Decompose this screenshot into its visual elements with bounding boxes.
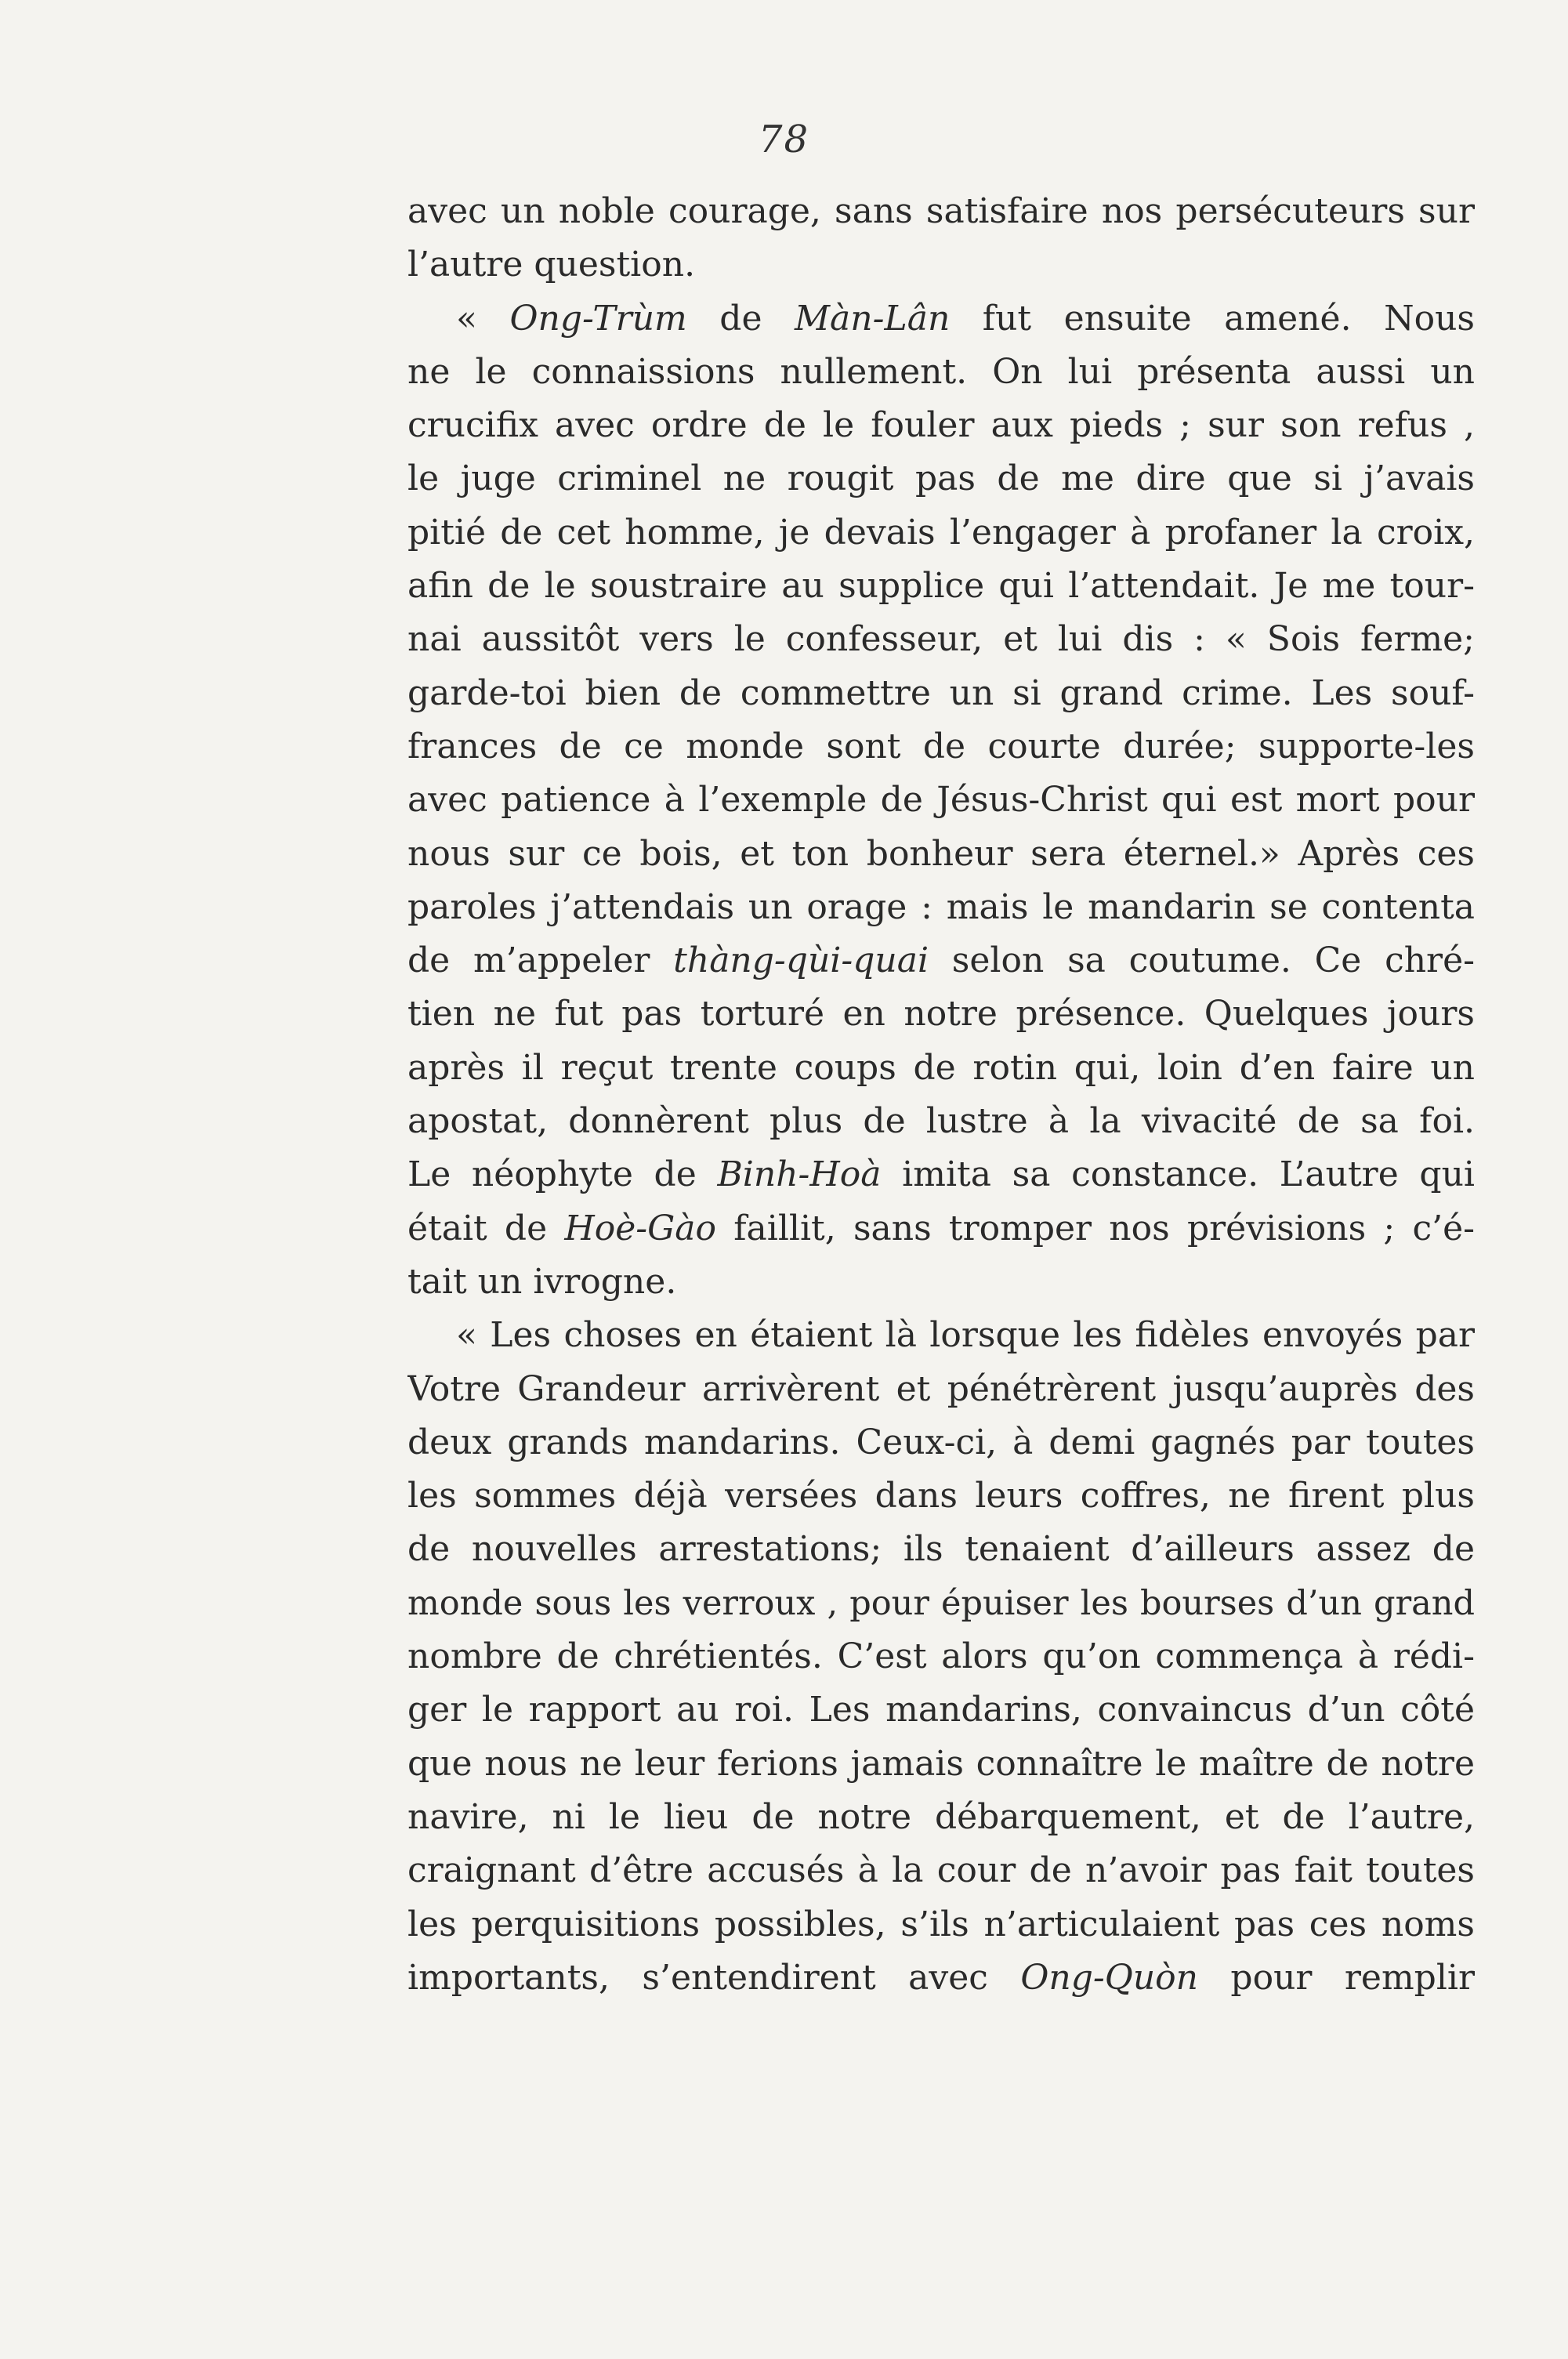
- text-line: de m’appeler thàng-qùi-quai selon sa coutume. Ce chré-: [407, 940, 1475, 981]
- text-line: de nouvelles arrestations; ils tenaient d’ailleurs assez de: [407, 1529, 1475, 1570]
- text-line: que nous ne leur ferions jamais connaître le maître de notre: [407, 1743, 1475, 1784]
- text-line: pitié de cet homme, je devais l’engager à profaner la croix,: [407, 512, 1475, 553]
- text-line: deux grands mandarins. Ceux-ci, à demi gagnés par toutes: [407, 1422, 1475, 1462]
- text-line: tait un ivrogne.: [407, 1261, 677, 1302]
- text-line: ne le connaissions nullement. On lui présenta aussi un: [407, 351, 1475, 392]
- text-line: les sommes déjà versées dans leurs coffres, ne firent plus: [407, 1476, 1475, 1516]
- text-line: Votre Grandeur arrivèrent et pénétrèrent jusqu’auprès des: [407, 1368, 1475, 1409]
- page-number: 78: [758, 118, 810, 161]
- text-line: les perquisitions possibles, s’ils n’articulaient pas ces noms: [407, 1904, 1475, 1944]
- text-line: craignant d’être accusés à la cour de n’avoir pas fait toutes: [407, 1850, 1475, 1891]
- text-line: afin de le soustraire au supplice qui l’attendait. Je me tour-: [407, 566, 1475, 607]
- text-line: apostat, donnèrent plus de lustre à la vivacité de sa foi.: [407, 1101, 1475, 1142]
- text-line: après il reçut trente coups de rotin qui, loin d’en faire un: [407, 1047, 1475, 1088]
- text-line: tien ne fut pas torturé en notre présence. Quelques jours: [407, 994, 1475, 1035]
- text-line: garde-toi bien de commettre un si grand crime. Les souf-: [407, 672, 1475, 713]
- text-line: Le néophyte de Binh-Hoà imita sa constance. L’autre qui: [407, 1154, 1475, 1195]
- text-line: « Ong-Trùm de Màn-Lân fut ensuite amené. Nous: [456, 298, 1475, 339]
- text-line: monde sous les verroux , pour épuiser les bourses d’un grand: [407, 1583, 1475, 1623]
- text-line: frances de ce monde sont de courte durée; supporte-les: [407, 726, 1475, 766]
- text-line: le juge criminel ne rougit pas de me dire que si j’avais: [407, 458, 1475, 499]
- text-line: l’autre question.: [407, 245, 696, 285]
- text-line: était de Hoè-Gào faillit, sans tromper nos prévisions ; c’é-: [407, 1208, 1475, 1248]
- text-line: avec un noble courage, sans satisfaire nos persécuteurs sur: [407, 191, 1475, 231]
- text-line: importants, s’entendirent avec Ong-Quòn pour remplir: [407, 1957, 1475, 1998]
- text-line: paroles j’attendais un orage : mais le mandarin se contenta: [407, 886, 1475, 927]
- body-text: [407, 185, 1475, 2005]
- text-line: navire, ni le lieu de notre débarquement, et de l’autre,: [407, 1796, 1475, 1837]
- text-line: nai aussitôt vers le confesseur, et lui dis : « Sois ferme;: [407, 619, 1475, 660]
- text-line: nombre de chrétientés. C’est alors qu’on commença à rédi-: [407, 1636, 1475, 1677]
- text-line: nous sur ce bois, et ton bonheur sera éternel.» Après ces: [407, 833, 1475, 874]
- text-line: crucifix avec ordre de le fouler aux pieds ; sur son refus ,: [407, 405, 1475, 446]
- text-line: ger le rapport au roi. Les mandarins, convaincus d’un côté: [407, 1690, 1475, 1730]
- text-line: « Les choses en étaient là lorsque les fidèles envoyés par: [456, 1315, 1475, 1356]
- text-line: avec patience à l’exemple de Jésus-Christ qui est mort pour: [407, 780, 1475, 821]
